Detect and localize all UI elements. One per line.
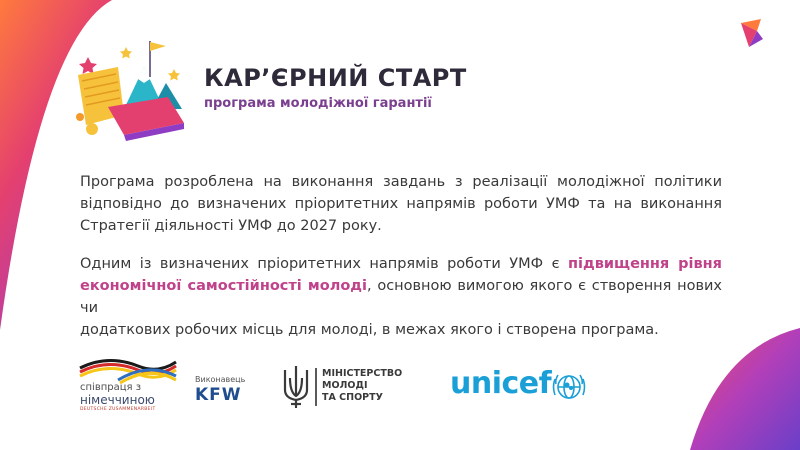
corner-gradient-bottom-right [690, 328, 800, 450]
paragraph2-line2 [80, 275, 722, 319]
paragraph2-line1-text: Одним із визначених пріоритетних напрямів роботи УМФ є [80, 256, 568, 272]
paragraph1-line1: Програма розроблена на виконання завдань з реалізації молодіжної політики [80, 174, 722, 190]
ministry-line1: МІНІСТЕРСТВО [322, 368, 403, 379]
paragraph2-line1 [80, 253, 722, 275]
ministry-line2: МОЛОДІ [322, 380, 368, 391]
brand-mark-icon [737, 17, 767, 53]
kfw-logo [195, 375, 245, 405]
paragraph-program-description [80, 171, 722, 237]
german-coop-line1: співпраця з [80, 382, 142, 393]
program-subtitle: програма молодіжної гарантії [204, 96, 432, 111]
paragraph1-line2: відповідно до визначених пріоритетних напрямів роботи УМФ та на виконання [80, 196, 722, 212]
paragraph2-line3: додаткових робочих місць для молоді, в межах якого і створена програма. [80, 322, 659, 338]
ministry-divider [315, 368, 317, 406]
unicef-emblem-icon [552, 370, 586, 404]
kfw-executor-label: Виконавець [195, 375, 246, 384]
german-coop-line2: німеччиною [80, 393, 155, 407]
ministry-line3: ТА СПОРТУ [322, 392, 383, 403]
paragraph1-line3: Стратегії діяльності УМФ до 2027 року. [80, 218, 382, 234]
germany-flag-ribbon-icon [78, 354, 178, 384]
ukraine-trident-icon [282, 364, 310, 410]
paragraph2-line2-text: , основною вимогою якого є створення нових чи [80, 278, 722, 316]
unicef-wordmark: unicef [450, 366, 552, 401]
kfw-name: KFW [195, 385, 242, 405]
program-title: КАР’ЄРНИЙ СТАРТ [204, 64, 467, 92]
career-start-logo-art [72, 37, 192, 142]
highlight-economic-independence-1: підвищення рівня [568, 256, 722, 272]
german-cooperation-logo [78, 354, 178, 416]
ministry-name [322, 368, 402, 404]
german-coop-line3: DEUTSCHE ZUSAMMENARBEIT [80, 407, 156, 412]
highlight-economic-independence-2: економічної самостійності молоді [80, 278, 367, 294]
unicef-logo [450, 366, 590, 410]
paragraph-priority-direction [80, 253, 722, 341]
ministry-youth-sports-logo [282, 364, 432, 410]
